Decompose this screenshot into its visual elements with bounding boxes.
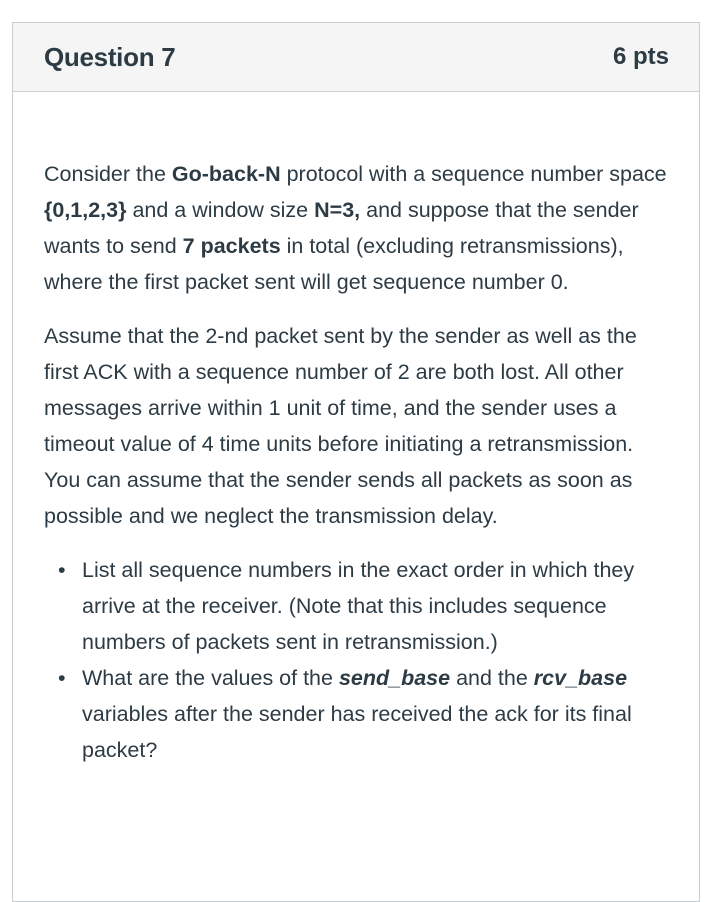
list-item-1-text: List all sequence numbers in the exact order in which they arrive at the receiver. (Note that this includes sequence numbers of packets sent in retransmission.): [82, 558, 635, 654]
question-paragraph-2: Assume that the 2-nd packet sent by the sender as well as the first ACK with a sequence number of 2 are both lost. All other messages arrive within 1 unit of time, and the sender uses a timeout value of 4 time units before initiating a retransmission. You can assume that the sender sends all packets as soon as possible and we neglect the transmission delay.: [44, 324, 637, 528]
p1-text-5: in total (excluding retransmissions), where the first packet sent will get sequence number 0.: [44, 234, 624, 294]
list-item-2-text-2: and the: [450, 666, 534, 690]
question-list: [44, 552, 669, 768]
list-item-2-text-1: What are the values of the: [82, 666, 339, 690]
p1-text-4: and suppose that the sender wants to send: [44, 198, 639, 258]
p1-window-size: N=3,: [314, 198, 361, 222]
question-card: [12, 22, 700, 902]
p1-text-1: Consider the: [44, 162, 172, 186]
bullet-icon: •: [58, 666, 66, 690]
list-item: [58, 660, 669, 768]
list-item-2-text-3: variables after the sender has received the ack for its final packet?: [82, 702, 632, 762]
p1-text-3: and a window size: [126, 198, 315, 222]
p1-sequence-space: {0,1,2,3}: [44, 198, 127, 222]
p1-protocol-name: Go-back-N: [171, 162, 281, 186]
question-points: 6 pts: [612, 43, 669, 70]
bullet-icon: •: [58, 558, 66, 582]
question-body: [13, 92, 699, 768]
question-paragraph-1: [44, 156, 669, 300]
rcv-base-variable: rcv_base: [533, 666, 628, 690]
p1-text-2: protocol with a sequence number space: [280, 162, 667, 186]
p1-packet-count: 7 packets: [182, 234, 281, 258]
question-title: Question 7: [44, 41, 176, 72]
send-base-variable: send_base: [338, 666, 451, 690]
list-item: [58, 552, 669, 660]
question-header: [13, 23, 699, 92]
